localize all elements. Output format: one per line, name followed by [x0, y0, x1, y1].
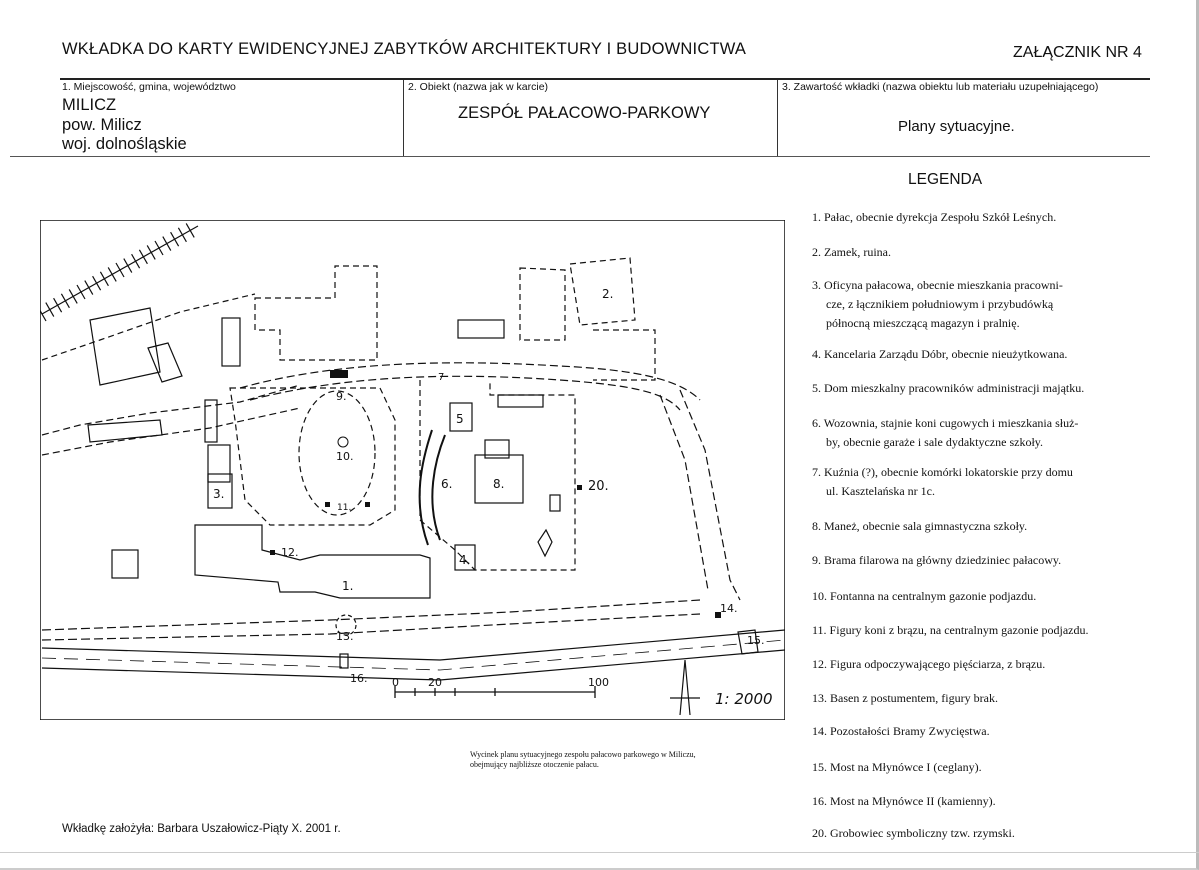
legend-item — [812, 758, 1112, 777]
object-value: ZESPÓŁ PAŁACOWO-PARKOWY — [458, 104, 711, 122]
legend-item-line: 15. Most na Młynówce I (ceglany). — [812, 760, 982, 774]
legend-item-line: 11. Figury koni z brązu, na centralnym gazonie podjazdu. — [812, 623, 1089, 637]
legend-item — [812, 551, 1112, 570]
building-small-c — [458, 320, 504, 338]
legend-item-line: 3. Oficyna pałacowa, obecnie mieszkania pracowni- — [812, 278, 1063, 292]
legend-item — [812, 722, 1112, 741]
legend-item-line: by, obecnie garaże i sale dydaktyczne szkoły. — [826, 435, 1044, 449]
legend-item — [812, 463, 1112, 501]
building-west-a — [88, 420, 162, 442]
content-value: Plany sytuacyjne. — [898, 118, 1015, 135]
legend-item — [812, 414, 1112, 452]
legend-item-line: cze, z łącznikiem południowym i przybudówką — [826, 297, 1054, 311]
horse-figure-marker-a — [325, 502, 330, 507]
site-plan — [40, 220, 785, 720]
east-path-inner — [660, 395, 708, 590]
building-west-d — [112, 550, 138, 578]
locality-line-1: MILICZ — [62, 96, 117, 114]
legend-item-line: 4. Kancelaria Zarządu Dóbr, obecnie nieużytkowana. — [812, 347, 1068, 361]
canal-bank-south — [42, 650, 785, 680]
building-small-a — [222, 318, 240, 366]
legend-item — [812, 621, 1112, 640]
road-north-a — [42, 385, 300, 435]
fountain-10 — [338, 437, 348, 447]
canal-bank-north — [42, 630, 785, 660]
plan-label-2: 2. — [602, 287, 614, 301]
courtyard-outline — [230, 388, 395, 525]
legend-item — [812, 276, 1112, 333]
scale-ratio: 1: 2000 — [715, 690, 773, 708]
content-label: 3. Zawartość wkładki (nazwa obiektu lub materiału uzupełniającego) — [782, 81, 1099, 93]
caption-line-1: Wycinek planu sytuacyjnego zespołu pałacowo parkowego w Miliczu, — [470, 750, 696, 759]
tomb-marker — [577, 485, 582, 490]
legend-title: LEGENDA — [908, 171, 983, 188]
gate-9-marker — [330, 370, 348, 378]
plan-label-9: 9. — [336, 390, 347, 403]
plan-label-11: 11. — [337, 503, 352, 513]
scale-tick-20: 20 — [428, 676, 442, 689]
scale-bar — [395, 686, 595, 698]
bridge-16 — [340, 654, 348, 668]
plan-label-6: 6. — [441, 477, 453, 491]
legend-item-line: 6. Wozownia, stajnie koni cugowych i mieszkania służ- — [812, 416, 1079, 430]
plan-label-1: 1. — [342, 579, 354, 593]
road-north-b — [42, 408, 300, 455]
building-north-east — [520, 268, 565, 340]
plan-label-12: 12. — [281, 546, 299, 559]
scale-tick-0: 0 — [392, 676, 399, 689]
plan-label-20: 20. — [588, 479, 609, 494]
caption-line-2: obejmujący najbliższe otoczenie pałacu. — [470, 760, 599, 769]
legend-item-line: północną mieszczącą magazyn i pralnię. — [826, 316, 1020, 330]
legend-item — [812, 587, 1112, 606]
legend-item-line: ul. Kasztelańska nr 1c. — [826, 484, 935, 498]
plan-label-7: 7 — [438, 372, 445, 383]
legend-item-line: 2. Zamek, ruina. — [812, 245, 891, 259]
object-label: 2. Obiekt (nazwa jak w karcie) — [408, 81, 549, 93]
palace-1 — [195, 525, 430, 598]
plan-label-3: 3. — [213, 487, 225, 501]
legend-item — [812, 824, 1112, 843]
horse-figure-marker-b — [365, 502, 370, 507]
legend-item-line: 7. Kuźnia (?), obecnie komórki lokatorskie przy domu — [812, 465, 1073, 479]
scale-tick-100: 100 — [588, 676, 609, 689]
building-east-dashed — [593, 330, 655, 380]
main-drive-north — [240, 363, 700, 400]
legend-item-line: 8. Maneż, obecnie sala gimnastyczna szkoły. — [812, 519, 1028, 533]
plan-label-4: 4. — [459, 553, 471, 567]
annex-number: ZAŁĄCZNIK NR 4 — [1013, 44, 1142, 61]
canal-center — [42, 640, 785, 670]
building-east-small — [498, 395, 543, 407]
stables-6-arc-inner — [420, 430, 432, 545]
shed-b — [538, 530, 552, 556]
legend-item-line: 16. Most na Młynówce II (kamienny). — [812, 794, 996, 808]
boxer-figure-marker — [270, 550, 275, 555]
legend-item — [812, 517, 1112, 536]
building-north-dashed — [255, 266, 377, 360]
document-title: WKŁADKA DO KARTY EWIDENCYJNEJ ZABYTKÓW ARCHITEKTURY I BUDOWNICTWA — [62, 40, 747, 58]
author-note: Wkładkę założyła: Barbara Uszałowicz-Piąty X. 2001 r. — [62, 823, 341, 835]
table-divider-1 — [403, 80, 404, 156]
south-road-north — [42, 600, 700, 630]
plan-label-5: 5 — [456, 412, 464, 426]
legend-item-line: 12. Figura odpoczywającego pięściarza, z brązu. — [812, 657, 1046, 671]
building-small-b — [148, 343, 182, 382]
plan-label-16: 16. — [350, 672, 368, 685]
legend-item-line: 14. Pozostałości Bramy Zwycięstwa. — [812, 724, 990, 738]
legend-item — [812, 792, 1112, 811]
legend-item-line: 13. Basen z postumentem, figury brak. — [812, 691, 998, 705]
table-top-rule — [60, 78, 1150, 80]
table-bottom-rule — [10, 156, 1150, 157]
plan-label-10: 10. — [336, 450, 354, 463]
bottom-rule — [0, 852, 1199, 853]
legend-item-line: 9. Brama filarowa na główny dziedziniec pałacowy. — [812, 553, 1062, 567]
main-drive-north-inner — [250, 376, 680, 410]
plan-frame — [40, 220, 785, 720]
locality-line-2: pow. Milicz — [62, 116, 142, 134]
plan-label-14: 14. — [720, 602, 738, 615]
north-arrow — [670, 660, 700, 715]
legend-item — [812, 379, 1112, 398]
legend-item — [812, 243, 1112, 262]
legend-item — [812, 208, 1112, 227]
plan-label-8: 8. — [493, 477, 505, 491]
locality-label: 1. Miejscowość, gmina, województwo — [62, 81, 236, 93]
legend-item — [812, 689, 1112, 708]
plan-label-15: 15. — [747, 634, 765, 647]
legend-item-line: 20. Grobowiec symboliczny tzw. rzymski. — [812, 826, 1015, 840]
shed-a — [550, 495, 560, 511]
building-west-c — [208, 445, 230, 482]
locality-line-3: woj. dolnośląskie — [62, 135, 187, 153]
building-top-left — [90, 308, 160, 385]
plan-caption — [470, 750, 696, 770]
legend-item-line: 10. Fontanna na centralnym gazonie podjazdu. — [812, 589, 1037, 603]
east-path-outer — [680, 390, 740, 600]
legend-item — [812, 655, 1112, 674]
legend-item-line: 5. Dom mieszkalny pracowników administracji majątku. — [812, 381, 1085, 395]
plan-label-13: 13. — [336, 630, 354, 643]
legend-item — [812, 345, 1112, 364]
table-divider-2 — [777, 80, 778, 156]
legend-item-line: 1. Pałac, obecnie dyrekcja Zespołu Szkół Leśnych. — [812, 210, 1057, 224]
